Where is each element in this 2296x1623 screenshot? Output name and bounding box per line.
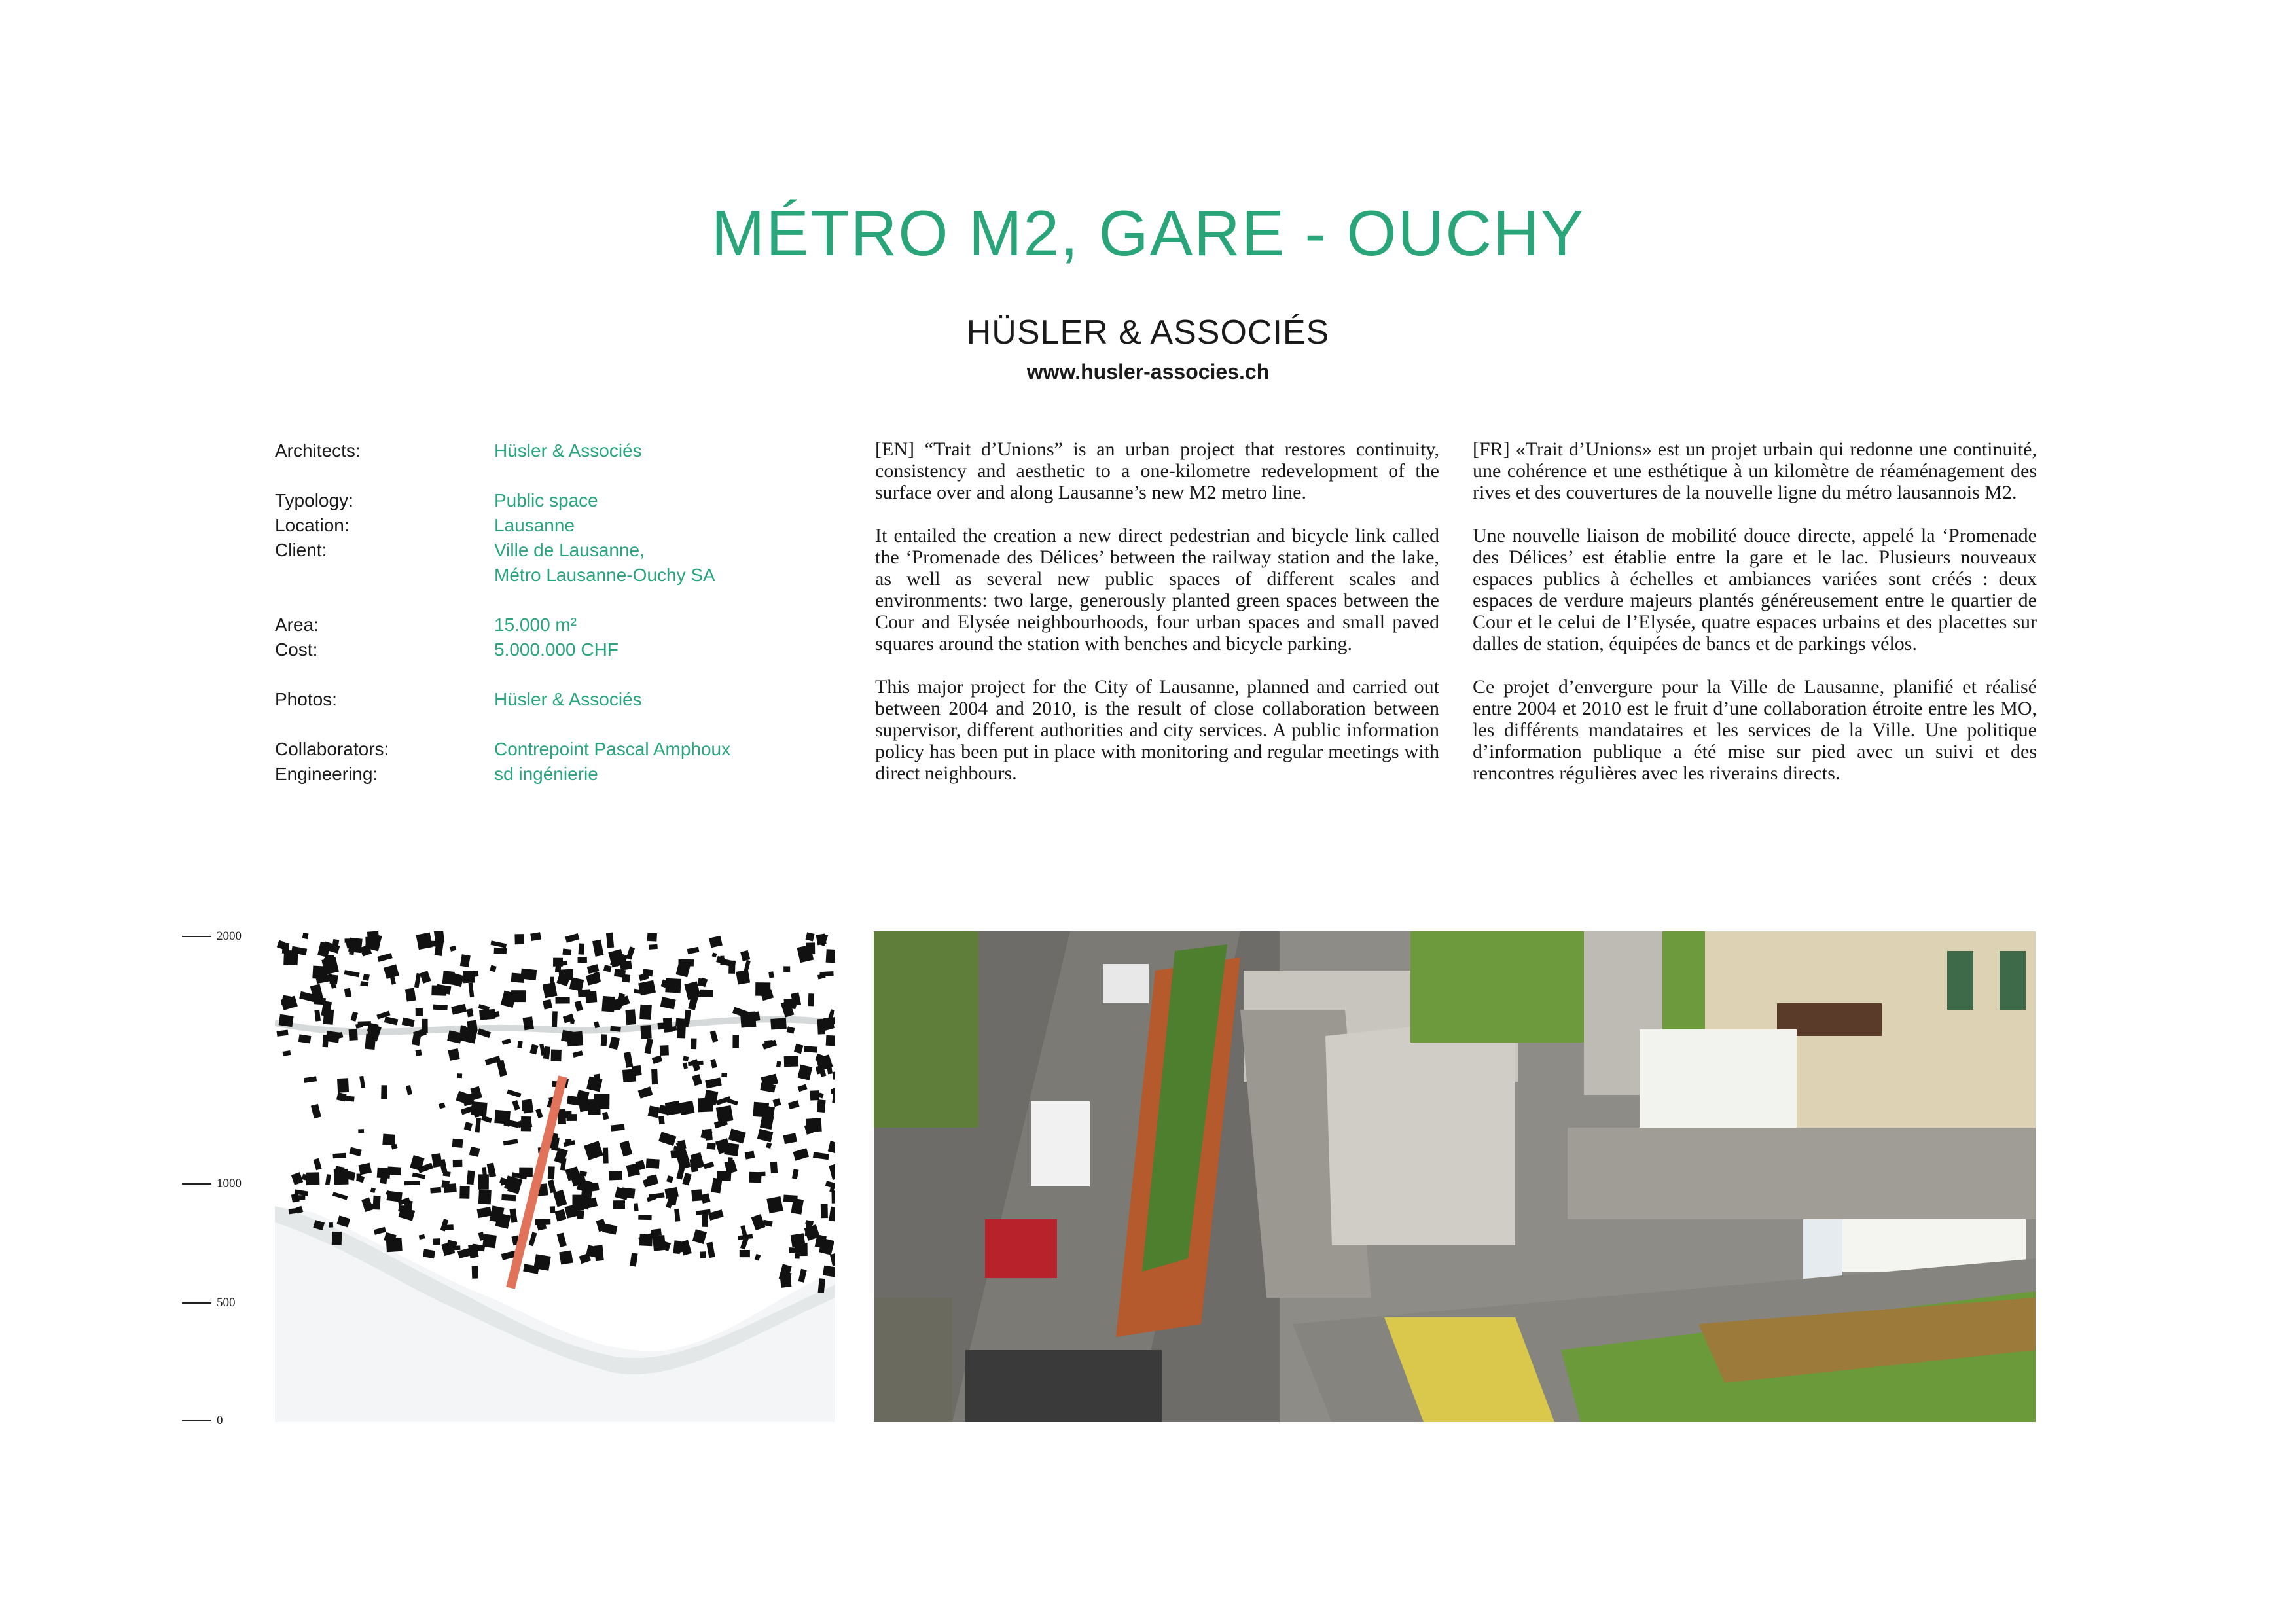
- info-row-location: [275, 513, 864, 538]
- scale-tick: [182, 1177, 242, 1191]
- project-photo: [874, 931, 2036, 1422]
- info-row-typology: [275, 488, 864, 513]
- description-french: [1473, 438, 2037, 806]
- paragraph: This major project for the City of Lausanne, planned and carried out between 2004 and 2010, is the result of close collaboration between supervisor, different authorities and city services. A public information policy has been put in place with monitoring and regular meetings with direct neighbours.: [875, 676, 1439, 784]
- info-row-collaborators: [275, 737, 864, 762]
- info-row-cost: [275, 637, 864, 662]
- info-row-architects: [275, 438, 864, 463]
- paragraph: [FR] «Trait d’Unions» est un projet urbain qui redonne une continuité, une cohérence et une esthétique à un kilomètre de réaménagement des rives et des couvertures de la nouvelle ligne du métro lausannois M2.: [1473, 438, 2037, 503]
- info-label: Photos:: [275, 689, 337, 709]
- scale-label: 0: [217, 1414, 223, 1427]
- info-label: Architects:: [275, 440, 361, 461]
- info-row-client: [275, 538, 864, 563]
- info-label: Collaborators:: [275, 739, 389, 759]
- info-label: Cost:: [275, 639, 318, 660]
- info-value: Lausanne: [494, 515, 575, 535]
- description-english: [875, 438, 1439, 806]
- scale-label: 500: [217, 1296, 236, 1310]
- info-row-area: [275, 613, 864, 637]
- info-value: sd ingénierie: [494, 764, 598, 784]
- paragraph: Une nouvelle liaison de mobilité douce directe, appelé la ‘Promenade des Délices’ est établie entre la gare et le lac. Plusieurs nouveaux espaces publics à échelles et ambiances variées sont créés : deux espaces de verdure majeurs plantés généreusement entre le quartier de Cour et le celui de l’Elysée, quatre espaces urbains et des placettes sur dalles de station, équipées de bancs et de parkings vélos.: [1473, 525, 2037, 654]
- info-value: Hüsler & Associés: [494, 689, 642, 709]
- info-label: Engineering:: [275, 764, 378, 784]
- info-row-client-2: [275, 563, 864, 588]
- info-row-engineering: [275, 762, 864, 787]
- scale-tick: [182, 1414, 223, 1428]
- page-title: MÉTRO M2, GARE - OUCHY: [711, 197, 1585, 269]
- scale-label: 1000: [217, 1177, 242, 1190]
- info-label: Typology:: [275, 490, 353, 510]
- project-info: [275, 438, 864, 787]
- firm-website: www.husler-associes.ch: [1026, 360, 1270, 383]
- scale-tick: [182, 1296, 236, 1310]
- site-plan-map: [275, 931, 835, 1422]
- scale-bar: [182, 929, 260, 1427]
- info-label: Location:: [275, 515, 350, 535]
- info-value: Hüsler & Associés: [494, 440, 642, 461]
- photo-illustration: [874, 931, 2036, 1422]
- scale-tick: [182, 929, 242, 944]
- paragraph: It entailed the creation a new direct pedestrian and bicycle link called the ‘Promenade des Délices’ between the railway station and the lake, as well as several new public spaces of different scales and environments: two large, generously planted green spaces between the Cour and Elysée neighbourhoods, four urban spaces and small paved squares around the station with benches and bicycle parking.: [875, 525, 1439, 654]
- scale-label: 2000: [217, 929, 242, 943]
- info-label: Area:: [275, 615, 319, 635]
- info-value: Contrepoint Pascal Amphoux: [494, 739, 731, 759]
- info-value: Ville de Lausanne,: [494, 540, 645, 560]
- info-value: 15.000 m²: [494, 615, 577, 635]
- figure-ground-plan: [275, 931, 835, 1422]
- firm-name: HÜSLER & ASSOCIÉS: [966, 313, 1330, 351]
- info-value: Métro Lausanne-Ouchy SA: [494, 565, 715, 585]
- info-value: 5.000.000 CHF: [494, 639, 619, 660]
- info-label: Client:: [275, 540, 327, 560]
- info-value: Public space: [494, 490, 598, 510]
- paragraph: Ce projet d’envergure pour la Ville de Lausanne, planifié et réalisé entre 2004 et 2010 est le fruit d’une collaboration étroite entre les MO, les différents mandataires et les services de la Ville. Une politique d’information publique a été mise sur pied avec un suivi et des rencontres régulières avec les riverains directs.: [1473, 676, 2037, 784]
- info-row-photos: [275, 687, 864, 712]
- paragraph: [EN] “Trait d’Unions” is an urban project that restores continuity, consistency and aesthetic to a one-kilometre redevelopment of the surface over and along Lausanne’s new M2 metro line.: [875, 438, 1439, 503]
